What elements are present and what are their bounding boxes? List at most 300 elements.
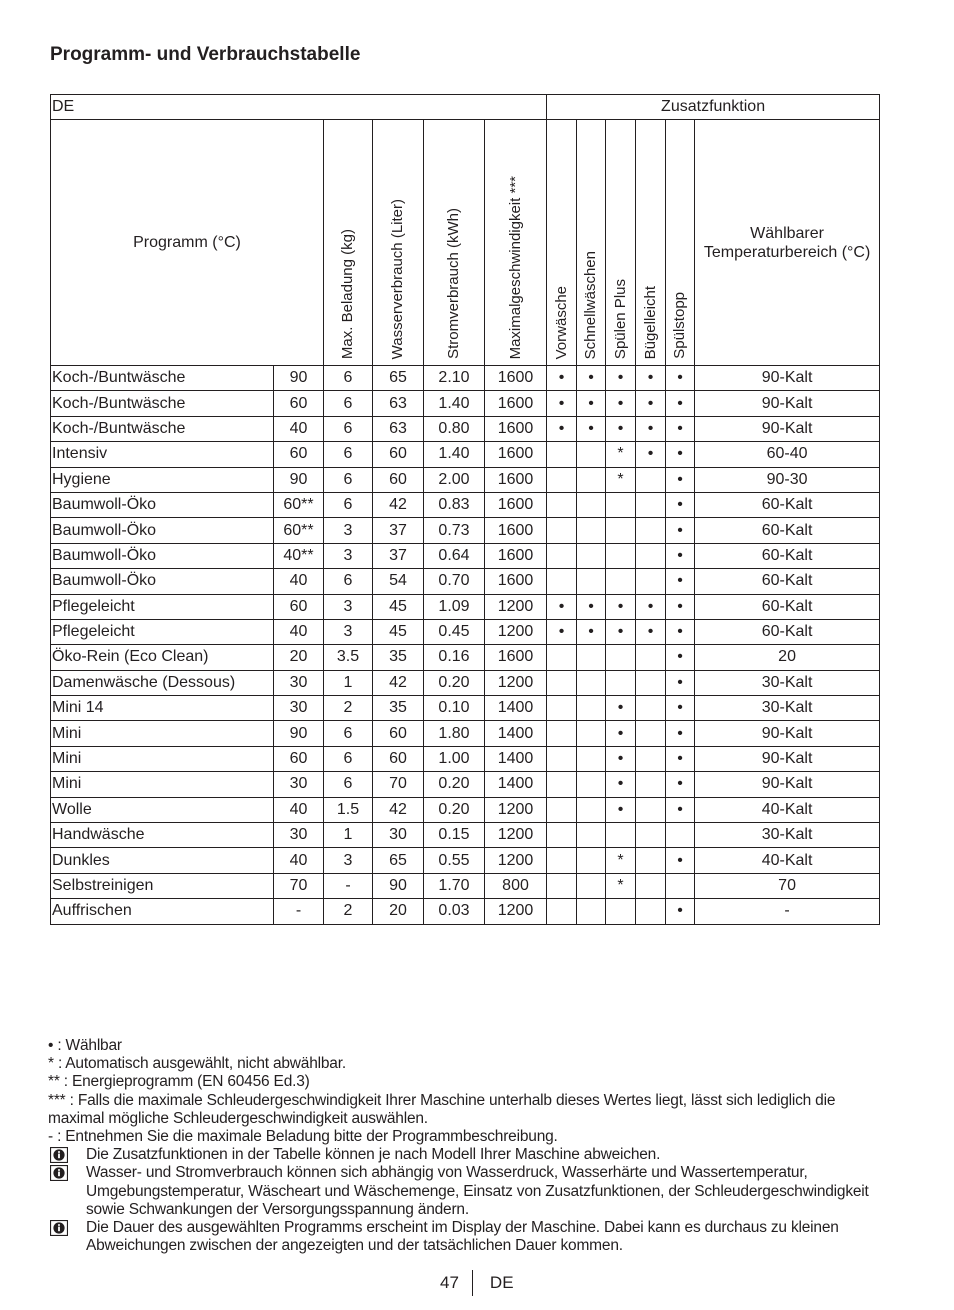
max-load-cell: 1.5 xyxy=(324,797,373,822)
rinse-plus-header xyxy=(606,120,636,366)
max-speed-cell: 1600 xyxy=(485,416,547,441)
rinse-hold-cell: • xyxy=(666,645,695,670)
prewash-cell xyxy=(547,746,577,771)
water-usage-cell: 35 xyxy=(373,645,424,670)
temperature-range-cell: 40-Kalt xyxy=(695,797,880,822)
note-consumption-text: Wasser- und Stromverbrauch können sich abhängig von Wasserdruck, Wasserhärte und Wassertemperatur, Umgebungstemperatur, Wäscheart und Wäschemenge, Einsatz von Zusatzfunktionen, der Schleudergeschwindigkeit sowie Schwankungen der Versorgungsspannung ändern. xyxy=(86,1164,869,1218)
quickwash-cell xyxy=(577,467,606,492)
water-usage-cell: 30 xyxy=(373,823,424,848)
easy-iron-cell xyxy=(636,569,666,594)
quickwash-cell xyxy=(577,492,606,517)
temperature-range-cell: 90-Kalt xyxy=(695,416,880,441)
temperature-range-cell: - xyxy=(695,899,880,924)
easy-iron-cell xyxy=(636,797,666,822)
max-load-cell: 6 xyxy=(324,391,373,416)
quickwash-cell xyxy=(577,899,606,924)
easy-iron-cell: • xyxy=(636,619,666,644)
footer-language: DE xyxy=(489,1273,514,1292)
temperature-cell: 40 xyxy=(274,569,324,594)
temperature-cell: 90 xyxy=(274,721,324,746)
program-header: Programm (°C) xyxy=(51,120,324,366)
rinse-plus-cell: * xyxy=(606,467,636,492)
table-row xyxy=(51,366,880,391)
program-name-cell: Auffrischen xyxy=(51,899,274,924)
max-speed-cell: 1200 xyxy=(485,823,547,848)
temperature-range-cell: 60-Kalt xyxy=(695,569,880,594)
temperature-cell: - xyxy=(274,899,324,924)
program-name-cell: Mini xyxy=(51,772,274,797)
temperature-range-cell: 30-Kalt xyxy=(695,696,880,721)
program-name-cell: Intensiv xyxy=(51,442,274,467)
temperature-cell: 70 xyxy=(274,873,324,898)
max-load-cell: 6 xyxy=(324,746,373,771)
power-usage-header-text: Stromverbrauch (kWh) xyxy=(445,208,462,359)
quickwash-cell xyxy=(577,848,606,873)
temperature-cell: 60 xyxy=(274,746,324,771)
temperature-range-cell: 60-40 xyxy=(695,442,880,467)
program-name-cell: Wolle xyxy=(51,797,274,822)
quickwash-cell: • xyxy=(577,619,606,644)
info-icon xyxy=(50,1220,68,1236)
quickwash-cell xyxy=(577,442,606,467)
prewash-cell xyxy=(547,899,577,924)
table-row xyxy=(51,848,880,873)
rinse-hold-cell: • xyxy=(666,899,695,924)
program-name-cell: Damenwäsche (Dessous) xyxy=(51,670,274,695)
prewash-cell xyxy=(547,696,577,721)
temperature-cell: 60** xyxy=(274,492,324,517)
prewash-cell xyxy=(547,670,577,695)
prewash-header xyxy=(547,120,577,366)
table-row xyxy=(51,696,880,721)
easy-iron-cell xyxy=(636,899,666,924)
power-usage-cell: 0.20 xyxy=(424,797,485,822)
power-usage-cell: 0.03 xyxy=(424,899,485,924)
rinse-plus-cell: • xyxy=(606,746,636,771)
water-usage-cell: 63 xyxy=(373,391,424,416)
footer-divider xyxy=(472,1270,473,1296)
max-load-cell: 6 xyxy=(324,442,373,467)
rinse-hold-cell: • xyxy=(666,391,695,416)
quickwash-cell xyxy=(577,721,606,746)
rinse-hold-header-text: Spülstopp xyxy=(671,292,689,359)
page-footer xyxy=(440,1268,514,1298)
note-duration xyxy=(48,1219,893,1255)
temperature-cell: 20 xyxy=(274,645,324,670)
power-usage-cell: 2.10 xyxy=(424,366,485,391)
temperature-cell: 30 xyxy=(274,772,324,797)
rinse-hold-cell: • xyxy=(666,594,695,619)
temperature-range-cell: 60-Kalt xyxy=(695,619,880,644)
easy-iron-cell xyxy=(636,772,666,797)
water-usage-cell: 60 xyxy=(373,746,424,771)
table-row xyxy=(51,518,880,543)
program-name-cell: Mini xyxy=(51,721,274,746)
max-load-cell: 1 xyxy=(324,823,373,848)
table-row xyxy=(51,721,880,746)
table-row xyxy=(51,645,880,670)
temperature-range-cell: 90-Kalt xyxy=(695,746,880,771)
water-usage-cell: 20 xyxy=(373,899,424,924)
quickwash-cell xyxy=(577,746,606,771)
max-speed-cell: 1400 xyxy=(485,772,547,797)
max-speed-cell: 1400 xyxy=(485,721,547,746)
prewash-cell xyxy=(547,467,577,492)
program-name-cell: Mini xyxy=(51,746,274,771)
prewash-cell xyxy=(547,797,577,822)
program-table xyxy=(50,94,880,925)
easy-iron-cell xyxy=(636,873,666,898)
water-usage-cell: 45 xyxy=(373,594,424,619)
info-icon xyxy=(50,1147,68,1163)
legend-load: - : Entnehmen Sie die maximale Beladung bitte der Programmbeschreibung. xyxy=(48,1128,558,1146)
power-usage-cell: 0.83 xyxy=(424,492,485,517)
legend xyxy=(48,1037,893,1255)
prewash-cell: • xyxy=(547,594,577,619)
water-usage-cell: 54 xyxy=(373,569,424,594)
program-name-cell: Baumwoll-Öko xyxy=(51,569,274,594)
program-name-cell: Baumwoll-Öko xyxy=(51,518,274,543)
max-load-cell: 6 xyxy=(324,569,373,594)
rinse-plus-cell xyxy=(606,569,636,594)
prewash-cell: • xyxy=(547,391,577,416)
easy-iron-header xyxy=(636,120,666,366)
rinse-hold-cell: • xyxy=(666,670,695,695)
rinse-plus-cell xyxy=(606,518,636,543)
power-usage-cell: 1.80 xyxy=(424,721,485,746)
program-name-cell: Pflegeleicht xyxy=(51,594,274,619)
max-speed-cell: 1600 xyxy=(485,467,547,492)
prewash-cell xyxy=(547,772,577,797)
max-load-cell: 3 xyxy=(324,543,373,568)
power-usage-cell: 0.45 xyxy=(424,619,485,644)
easy-iron-cell xyxy=(636,696,666,721)
easy-iron-header-text: Bügelleicht xyxy=(641,285,659,359)
table-row xyxy=(51,670,880,695)
power-usage-cell: 0.10 xyxy=(424,696,485,721)
water-usage-cell: 42 xyxy=(373,797,424,822)
easy-iron-cell xyxy=(636,543,666,568)
rinse-plus-cell: * xyxy=(606,442,636,467)
note-consumption xyxy=(48,1164,893,1219)
max-speed-cell: 1200 xyxy=(485,594,547,619)
temperature-cell: 30 xyxy=(274,823,324,848)
temperature-cell: 90 xyxy=(274,467,324,492)
temperature-range-header-line2: Temperaturbereich (°C) xyxy=(703,243,871,261)
rinse-plus-cell xyxy=(606,492,636,517)
program-name-cell: Baumwoll-Öko xyxy=(51,492,274,517)
temperature-range-cell: 60-Kalt xyxy=(695,518,880,543)
temperature-range-cell: 90-30 xyxy=(695,467,880,492)
rinse-plus-cell: • xyxy=(606,594,636,619)
rinse-hold-cell: • xyxy=(666,797,695,822)
temperature-range-cell: 90-Kalt xyxy=(695,391,880,416)
max-speed-cell: 1600 xyxy=(485,442,547,467)
max-speed-cell: 1200 xyxy=(485,848,547,873)
max-load-cell: - xyxy=(324,873,373,898)
page-title: Programm- und Verbrauchstabelle xyxy=(50,44,361,65)
temperature-range-cell: 90-Kalt xyxy=(695,721,880,746)
table-row xyxy=(51,797,880,822)
max-load-cell: 6 xyxy=(324,366,373,391)
rinse-plus-cell xyxy=(606,670,636,695)
power-usage-cell: 1.09 xyxy=(424,594,485,619)
legend-spin: *** : Falls die maximale Schleudergeschwindigkeit Ihrer Maschine unterhalb dieses Wertes liegt, lässt sich lediglich die maximal mögliche Schleudergeschwindigkeit auswählen. xyxy=(48,1091,836,1127)
max-load-cell: 3 xyxy=(324,619,373,644)
temperature-cell: 40 xyxy=(274,797,324,822)
rinse-plus-cell: • xyxy=(606,696,636,721)
power-usage-cell: 0.80 xyxy=(424,416,485,441)
max-speed-cell: 1600 xyxy=(485,492,547,517)
note-duration-text: Die Dauer des ausgewählten Programms erscheint im Display der Maschine. Dabei kann es durchaus zu kleinen Abweichungen zwischen der angezeigten und der tatsächlichen Dauer kommen. xyxy=(86,1219,839,1255)
rinse-hold-cell: • xyxy=(666,772,695,797)
water-usage-cell: 37 xyxy=(373,518,424,543)
max-load-cell: 6 xyxy=(324,492,373,517)
rinse-plus-cell: * xyxy=(606,848,636,873)
power-usage-cell: 0.20 xyxy=(424,772,485,797)
temperature-range-cell: 70 xyxy=(695,873,880,898)
rinse-plus-cell: • xyxy=(606,366,636,391)
zusatzfunktion-header: Zusatzfunktion xyxy=(547,95,880,120)
easy-iron-cell: • xyxy=(636,416,666,441)
legend-selectable: • : Wählbar xyxy=(48,1037,122,1054)
water-usage-cell: 60 xyxy=(373,721,424,746)
program-name-cell: Dunkles xyxy=(51,848,274,873)
table-row xyxy=(51,873,880,898)
prewash-cell xyxy=(547,518,577,543)
rinse-plus-cell: * xyxy=(606,873,636,898)
rinse-hold-cell: • xyxy=(666,366,695,391)
quickwash-cell xyxy=(577,772,606,797)
program-table-body xyxy=(51,366,880,925)
quickwash-cell: • xyxy=(577,366,606,391)
table-row xyxy=(51,746,880,771)
program-name-cell: Handwäsche xyxy=(51,823,274,848)
quickwash-header xyxy=(577,120,606,366)
prewash-cell xyxy=(547,543,577,568)
max-load-cell: 2 xyxy=(324,899,373,924)
rinse-hold-cell: • xyxy=(666,721,695,746)
rinse-hold-cell: • xyxy=(666,518,695,543)
temperature-range-header-line1: Wählbarer xyxy=(750,224,824,242)
temperature-cell: 60 xyxy=(274,442,324,467)
power-usage-cell: 1.40 xyxy=(424,391,485,416)
prewash-cell xyxy=(547,569,577,594)
max-speed-cell: 1400 xyxy=(485,696,547,721)
temperature-range-cell: 20 xyxy=(695,645,880,670)
rinse-plus-cell: • xyxy=(606,797,636,822)
table-row xyxy=(51,619,880,644)
temperature-cell: 40** xyxy=(274,543,324,568)
easy-iron-cell xyxy=(636,848,666,873)
temperature-range-header xyxy=(695,120,880,366)
note-options xyxy=(48,1146,893,1164)
table-row xyxy=(51,467,880,492)
rinse-plus-cell: • xyxy=(606,721,636,746)
water-usage-cell: 70 xyxy=(373,772,424,797)
easy-iron-cell xyxy=(636,518,666,543)
water-usage-cell: 60 xyxy=(373,442,424,467)
power-usage-cell: 1.00 xyxy=(424,746,485,771)
prewash-cell: • xyxy=(547,366,577,391)
water-usage-cell: 63 xyxy=(373,416,424,441)
program-name-cell: Pflegeleicht xyxy=(51,619,274,644)
rinse-plus-cell: • xyxy=(606,772,636,797)
easy-iron-cell xyxy=(636,492,666,517)
max-speed-cell: 1400 xyxy=(485,746,547,771)
table-row xyxy=(51,492,880,517)
temperature-range-cell: 90-Kalt xyxy=(695,366,880,391)
water-usage-cell: 65 xyxy=(373,366,424,391)
program-name-cell: Koch-/Buntwäsche xyxy=(51,391,274,416)
temperature-cell: 60 xyxy=(274,594,324,619)
quickwash-cell xyxy=(577,873,606,898)
quickwash-cell xyxy=(577,823,606,848)
quickwash-cell xyxy=(577,645,606,670)
quickwash-cell: • xyxy=(577,594,606,619)
rinse-hold-cell xyxy=(666,823,695,848)
table-row xyxy=(51,442,880,467)
quickwash-cell xyxy=(577,543,606,568)
table-row xyxy=(51,899,880,924)
rinse-hold-cell: • xyxy=(666,467,695,492)
prewash-cell xyxy=(547,645,577,670)
max-load-cell: 3 xyxy=(324,594,373,619)
max-speed-cell: 1600 xyxy=(485,543,547,568)
easy-iron-cell xyxy=(636,670,666,695)
prewash-cell xyxy=(547,492,577,517)
program-name-cell: Selbstreinigen xyxy=(51,873,274,898)
prewash-cell xyxy=(547,823,577,848)
easy-iron-cell: • xyxy=(636,442,666,467)
easy-iron-cell xyxy=(636,721,666,746)
water-usage-cell: 65 xyxy=(373,848,424,873)
rinse-hold-cell xyxy=(666,873,695,898)
rinse-plus-cell: • xyxy=(606,619,636,644)
note-options-text: Die Zusatzfunktionen in der Tabelle können je nach Modell Ihrer Maschine abweichen. xyxy=(86,1146,661,1164)
rinse-hold-cell: • xyxy=(666,569,695,594)
rinse-hold-cell: • xyxy=(666,543,695,568)
temperature-range-cell: 30-Kalt xyxy=(695,670,880,695)
quickwash-cell xyxy=(577,518,606,543)
temperature-range-cell: 40-Kalt xyxy=(695,848,880,873)
power-usage-cell: 0.16 xyxy=(424,645,485,670)
table-language-label: DE xyxy=(51,95,547,120)
prewash-cell xyxy=(547,873,577,898)
rinse-hold-cell: • xyxy=(666,696,695,721)
temperature-cell: 40 xyxy=(274,848,324,873)
max-speed-cell: 800 xyxy=(485,873,547,898)
easy-iron-cell xyxy=(636,746,666,771)
water-usage-cell: 60 xyxy=(373,467,424,492)
info-icon xyxy=(50,1165,68,1181)
rinse-hold-cell: • xyxy=(666,442,695,467)
rinse-plus-cell xyxy=(606,645,636,670)
prewash-cell xyxy=(547,721,577,746)
rinse-hold-cell: • xyxy=(666,416,695,441)
program-name-cell: Baumwoll-Öko xyxy=(51,543,274,568)
max-speed-header-text: Maximalgeschwindigkeit *** xyxy=(506,175,524,359)
rinse-plus-cell xyxy=(606,899,636,924)
temperature-cell: 40 xyxy=(274,416,324,441)
program-name-cell: Koch-/Buntwäsche xyxy=(51,366,274,391)
temperature-range-cell: 30-Kalt xyxy=(695,823,880,848)
max-load-cell: 3 xyxy=(324,848,373,873)
rinse-hold-cell: • xyxy=(666,492,695,517)
easy-iron-cell: • xyxy=(636,391,666,416)
power-usage-cell: 2.00 xyxy=(424,467,485,492)
max-speed-cell: 1600 xyxy=(485,391,547,416)
prewash-header-text: Vorwäsche xyxy=(552,285,570,359)
max-speed-cell: 1600 xyxy=(485,569,547,594)
rinse-hold-cell: • xyxy=(666,619,695,644)
rinse-plus-cell: • xyxy=(606,391,636,416)
max-speed-cell: 1600 xyxy=(485,645,547,670)
water-usage-cell: 42 xyxy=(373,492,424,517)
max-load-cell: 6 xyxy=(324,467,373,492)
max-speed-cell: 1200 xyxy=(485,619,547,644)
rinse-hold-cell: • xyxy=(666,746,695,771)
table-row xyxy=(51,391,880,416)
rinse-plus-cell xyxy=(606,543,636,568)
water-usage-cell: 35 xyxy=(373,696,424,721)
program-name-cell: Öko-Rein (Eco Clean) xyxy=(51,645,274,670)
max-load-cell: 1 xyxy=(324,670,373,695)
max-load-header xyxy=(324,120,373,366)
program-name-cell: Hygiene xyxy=(51,467,274,492)
quickwash-header-text: Schnellwäschen xyxy=(582,250,600,359)
water-usage-cell: 42 xyxy=(373,670,424,695)
easy-iron-cell xyxy=(636,823,666,848)
power-usage-cell: 1.40 xyxy=(424,442,485,467)
program-name-cell: Koch-/Buntwäsche xyxy=(51,416,274,441)
prewash-cell: • xyxy=(547,416,577,441)
quickwash-cell: • xyxy=(577,416,606,441)
quickwash-cell xyxy=(577,670,606,695)
table-row xyxy=(51,543,880,568)
temperature-range-cell: 60-Kalt xyxy=(695,492,880,517)
max-speed-header xyxy=(485,120,547,366)
rinse-plus-cell xyxy=(606,823,636,848)
easy-iron-cell xyxy=(636,645,666,670)
temperature-range-cell: 60-Kalt xyxy=(695,594,880,619)
legend-energy: ** : Energieprogramm (EN 60456 Ed.3) xyxy=(48,1073,310,1091)
rinse-plus-cell: • xyxy=(606,416,636,441)
max-load-cell: 6 xyxy=(324,772,373,797)
temperature-cell: 60 xyxy=(274,391,324,416)
max-load-cell: 6 xyxy=(324,416,373,441)
power-usage-header xyxy=(424,120,485,366)
quickwash-cell xyxy=(577,696,606,721)
water-usage-cell: 45 xyxy=(373,619,424,644)
page-number: 47 xyxy=(440,1273,459,1292)
water-usage-header xyxy=(373,120,424,366)
power-usage-cell: 0.64 xyxy=(424,543,485,568)
rinse-hold-header xyxy=(666,120,695,366)
quickwash-cell xyxy=(577,569,606,594)
quickwash-cell: • xyxy=(577,391,606,416)
temperature-cell: 30 xyxy=(274,670,324,695)
max-load-cell: 3 xyxy=(324,518,373,543)
water-usage-cell: 90 xyxy=(373,873,424,898)
power-usage-cell: 0.20 xyxy=(424,670,485,695)
temperature-range-cell: 90-Kalt xyxy=(695,772,880,797)
table-row xyxy=(51,569,880,594)
power-usage-cell: 0.55 xyxy=(424,848,485,873)
max-speed-cell: 1600 xyxy=(485,518,547,543)
quickwash-cell xyxy=(577,797,606,822)
prewash-cell xyxy=(547,442,577,467)
